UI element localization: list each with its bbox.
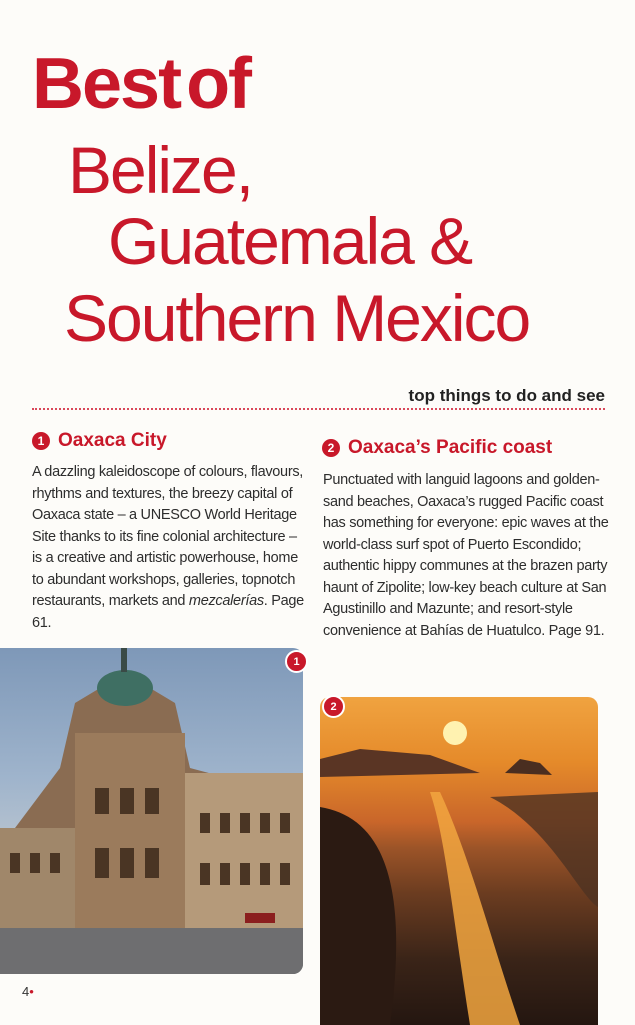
- title-of: of: [186, 44, 251, 124]
- heading-text: Oaxaca City: [58, 430, 167, 451]
- page-number: [22, 984, 34, 999]
- number-badge: 1: [32, 432, 50, 450]
- photo-oaxaca-illustration: [0, 648, 303, 974]
- title-line-guatemala: Guatemala &: [108, 204, 472, 278]
- photo-oaxaca-city-building: [0, 648, 303, 974]
- section-body-pacific-coast: Punctuated with languid lagoons and golden-sand beaches, Oaxaca’s rugged Pacific coast has something for everyone: epic waves at the world-class surf spot of Puerto Escondido; authentic hippy communes at the brazen party haunt of Zipolite; low-key beach culture at San Agustinillo and Mazunte; and resort-style convenience at Bahías de Huatulco. Page 91.: [323, 472, 609, 639]
- section-heading-pacific-coast: [322, 437, 552, 459]
- photo-pacific-coast-sunset: [320, 697, 598, 1025]
- body-text: A dazzling kaleidoscope of colours, flavours, rhythms and textures, the breezy capital of Oaxaca state – a UNESCO World Heritage Site thanks to its fine colonial architecture – is a creative and artistic powerhouse, home to abundant workshops, galleries, topnotch restaurants, markets and: [32, 464, 304, 609]
- title-best: Best: [32, 44, 181, 124]
- tagline: top things to do and see: [408, 386, 605, 405]
- body-italic-text: mezcalerías: [188, 593, 264, 609]
- heading-text: Oaxaca’s Pacific coast: [348, 437, 553, 458]
- page-bullet: •: [29, 984, 34, 999]
- title-best-of: [32, 44, 250, 124]
- body-text-end: . Page 61.: [32, 593, 304, 631]
- title-line-belize: Belize,: [68, 133, 253, 207]
- photo-sunset-illustration: [320, 697, 598, 1025]
- title-line-southern-mexico: Southern Mexico: [64, 281, 530, 355]
- page-number-text: 4: [22, 984, 30, 999]
- photo-badge: 1: [285, 650, 308, 673]
- photo-badge: 2: [322, 695, 345, 718]
- dotted-divider: [32, 408, 605, 410]
- section-heading-oaxaca-city: [32, 430, 167, 452]
- section-body-oaxaca-city: [32, 462, 307, 634]
- number-badge: 2: [322, 439, 340, 457]
